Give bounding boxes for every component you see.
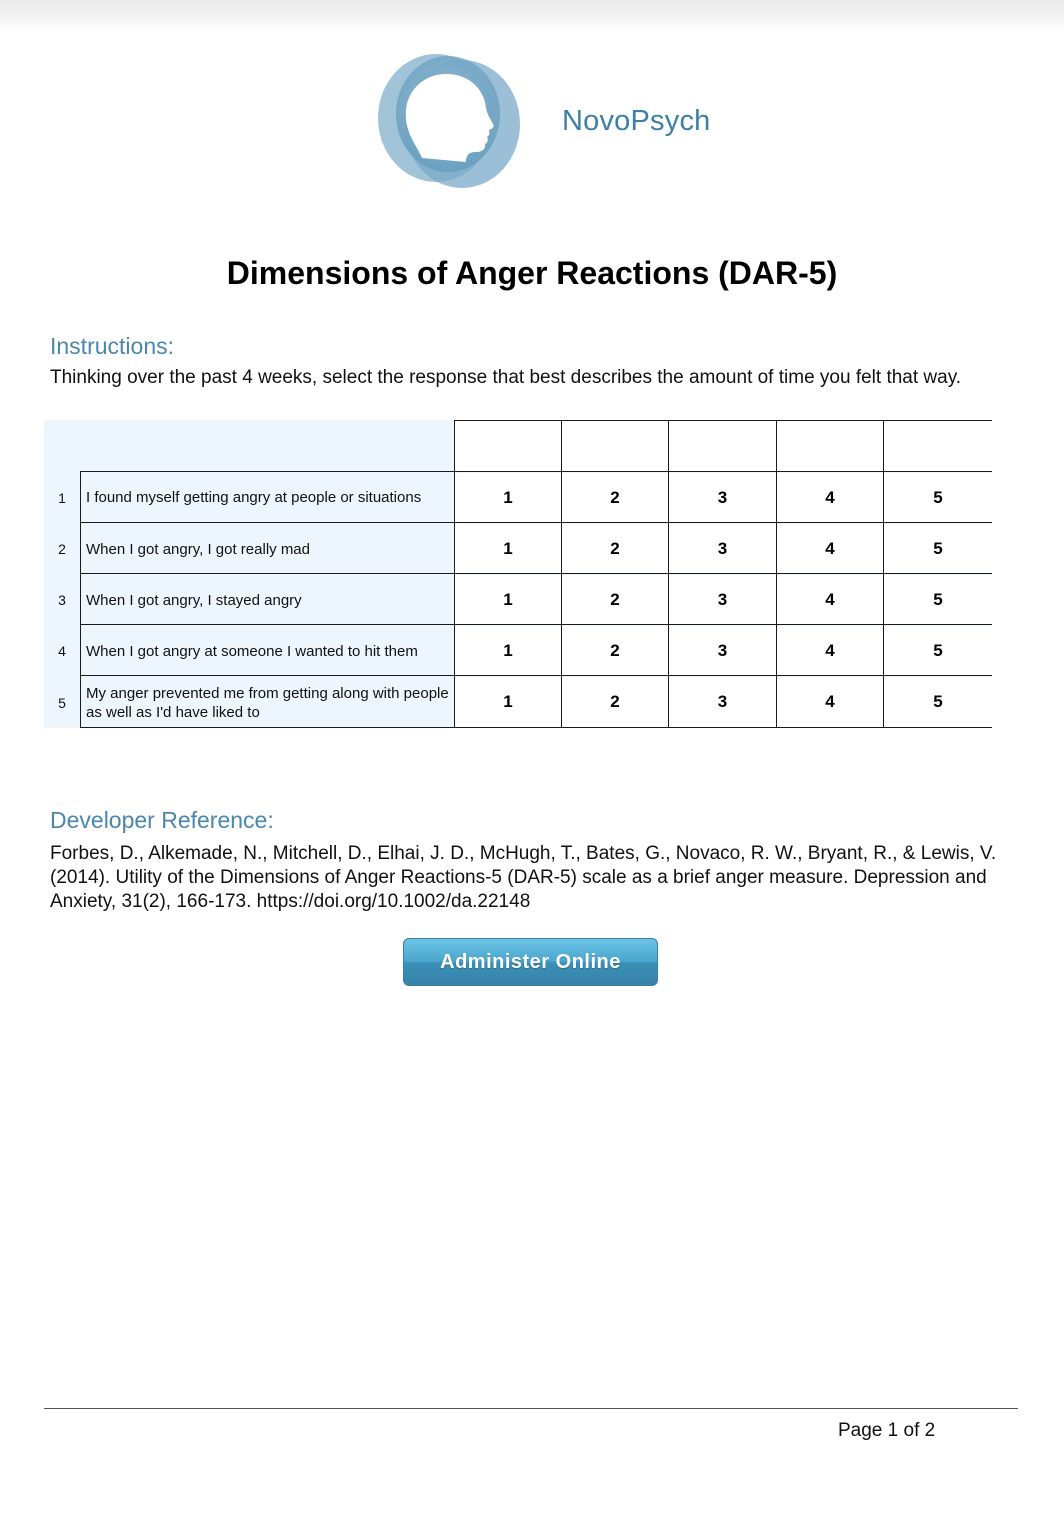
head-silhouette-logo-icon bbox=[376, 52, 522, 190]
instructions-heading: Instructions: bbox=[50, 333, 174, 359]
table-border bbox=[80, 573, 992, 574]
page-number: Page 1 of 2 bbox=[838, 1420, 936, 1441]
response-option-3[interactable]: 3 bbox=[669, 575, 776, 625]
table-border bbox=[668, 420, 669, 728]
table-border bbox=[80, 522, 992, 523]
response-option-5[interactable]: 5 bbox=[884, 524, 992, 574]
response-option-2[interactable]: 2 bbox=[562, 524, 668, 574]
item-number: 5 bbox=[58, 695, 66, 711]
table-header-background bbox=[455, 421, 992, 471]
response-option-2[interactable]: 2 bbox=[562, 473, 668, 523]
response-option-5[interactable]: 5 bbox=[884, 677, 992, 727]
response-option-1[interactable]: 1 bbox=[455, 575, 561, 625]
response-option-3[interactable]: 3 bbox=[669, 677, 776, 727]
table-border bbox=[80, 675, 992, 676]
item-text: When I got angry, I stayed angry bbox=[86, 592, 302, 609]
reference-heading: Developer Reference: bbox=[50, 807, 274, 833]
item-text: My anger prevented me from getting along with people as well as I'd have liked to bbox=[86, 685, 449, 721]
item-text: When I got angry at someone I wanted to hit them bbox=[86, 643, 418, 660]
response-option-2[interactable]: 2 bbox=[562, 677, 668, 727]
response-option-2[interactable]: 2 bbox=[562, 575, 668, 625]
response-option-5[interactable]: 5 bbox=[884, 473, 992, 523]
table-border bbox=[776, 420, 777, 728]
response-option-4[interactable]: 4 bbox=[777, 473, 883, 523]
page-title: Dimensions of Anger Reactions (DAR-5) bbox=[226, 255, 838, 291]
item-number: 4 bbox=[58, 643, 66, 659]
item-number: 3 bbox=[58, 592, 66, 608]
table-border bbox=[80, 471, 992, 472]
response-option-1[interactable]: 1 bbox=[455, 524, 561, 574]
response-option-1[interactable]: 1 bbox=[455, 473, 561, 523]
response-option-4[interactable]: 4 bbox=[777, 626, 883, 676]
item-number: 1 bbox=[58, 490, 66, 506]
response-option-5[interactable]: 5 bbox=[884, 626, 992, 676]
item-text: I found myself getting angry at people or situations bbox=[86, 489, 422, 506]
response-option-3[interactable]: 3 bbox=[669, 626, 776, 676]
administer-online-button[interactable]: Administer Online bbox=[403, 938, 658, 986]
response-option-4[interactable]: 4 bbox=[777, 524, 883, 574]
response-option-4[interactable]: 4 bbox=[777, 677, 883, 727]
table-border bbox=[454, 420, 455, 728]
instructions-text: Thinking over the past 4 weeks, select the response that best describes the amount of time you felt that way. bbox=[50, 367, 962, 388]
response-option-3[interactable]: 3 bbox=[669, 524, 776, 574]
table-border bbox=[883, 420, 884, 728]
table-border bbox=[561, 420, 562, 728]
footer-divider bbox=[44, 1408, 1018, 1409]
reference-citation: Forbes, D., Alkemade, N., Mitchell, D., Elhai, J. D., McHugh, T., Bates, G., Novaco, R. W., Bryant, R., & Lewis, V. (2014). Utility of the Dimensions of Anger Reactions-5 (DAR-5) scale as a brief anger measure. Depression and Anxiety, 31(2), 166-173. https://doi.org/10.1002/da.22148 bbox=[50, 843, 997, 912]
table-border bbox=[80, 471, 81, 728]
response-option-5[interactable]: 5 bbox=[884, 575, 992, 625]
table-border bbox=[454, 420, 992, 421]
response-option-3[interactable]: 3 bbox=[669, 473, 776, 523]
item-text: When I got angry, I got really mad bbox=[86, 541, 310, 558]
response-option-4[interactable]: 4 bbox=[777, 575, 883, 625]
page-top-shadow bbox=[0, 0, 1064, 34]
response-option-1[interactable]: 1 bbox=[455, 677, 561, 727]
table-border bbox=[80, 624, 992, 625]
response-option-1[interactable]: 1 bbox=[455, 626, 561, 676]
table-border bbox=[80, 727, 992, 728]
response-option-2[interactable]: 2 bbox=[562, 626, 668, 676]
item-number: 2 bbox=[58, 541, 66, 557]
brand-name: NovoPsych bbox=[562, 105, 711, 137]
